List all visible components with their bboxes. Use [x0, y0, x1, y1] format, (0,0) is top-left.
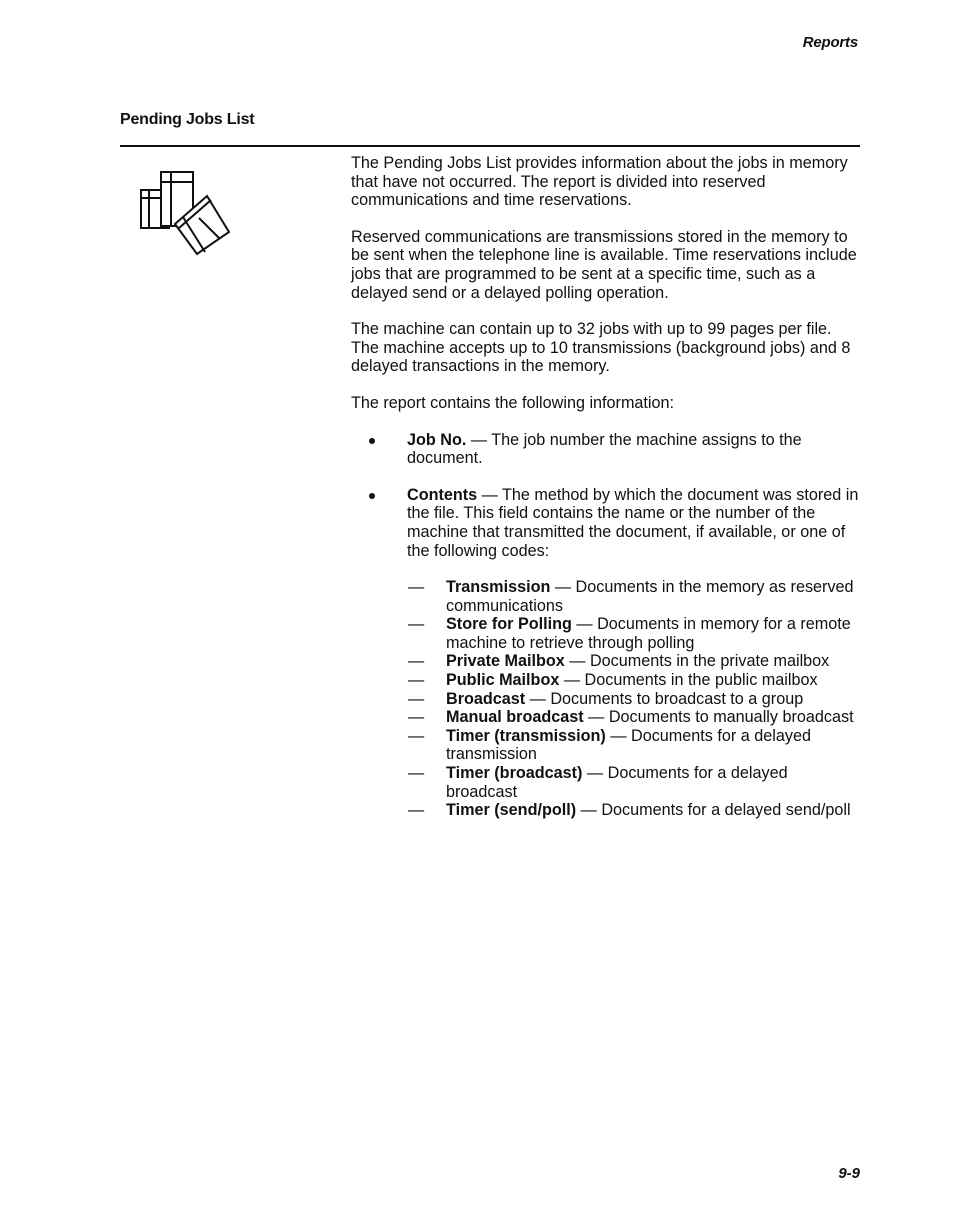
list-item-text: The job number the machine assigns to the document. [407, 430, 802, 468]
code-text: Documents for a delayed broadcast [446, 764, 788, 801]
code-separator: — [582, 764, 608, 783]
code-text: Documents in the memory as reserved communications [446, 578, 854, 615]
code-item [407, 727, 861, 764]
list-item-separator: — [477, 485, 503, 504]
body-text [351, 154, 861, 838]
dash-icon: — [408, 615, 425, 634]
code-text: Documents in the public mailbox [584, 671, 818, 690]
code-term: Store for Polling [446, 615, 572, 634]
dash-icon: — [408, 708, 425, 727]
page-number: 9-9 [838, 1165, 860, 1182]
running-head: Reports [802, 34, 858, 51]
code-item [407, 690, 861, 709]
dash-icon: — [408, 671, 425, 690]
bullet-icon [369, 438, 375, 444]
code-item [407, 708, 861, 727]
code-item [407, 671, 861, 690]
code-item [407, 615, 861, 652]
code-term: Manual broadcast [446, 708, 584, 727]
code-term: Timer (send/poll) [446, 801, 577, 820]
code-text: Documents in memory for a remote machine to retrieve through polling [446, 615, 851, 652]
code-item [407, 764, 861, 801]
dash-icon: — [408, 578, 425, 597]
dash-icon: — [408, 726, 425, 745]
code-text: Documents for a delayed send/poll [601, 801, 851, 820]
code-separator: — [559, 671, 585, 690]
documents-icon [135, 166, 233, 256]
list-item-separator: — [466, 430, 492, 449]
code-term: Transmission [446, 578, 551, 597]
intro-paragraph: The Pending Jobs List provides information about the jobs in memory that have not occurred. The report is divided into reserved communications and time reservations. [351, 154, 848, 210]
section-rule [120, 145, 860, 147]
capacity-paragraph: The machine can contain up to 32 jobs with up to 99 pages per file. The machine accepts up to 10 transmissions (background jobs) and 8 delayed transactions in the memory. [351, 320, 851, 376]
list-item-job-no [351, 431, 861, 468]
code-text: Documents for a delayed transmission [446, 726, 811, 764]
dash-icon: — [408, 689, 425, 708]
code-text: Documents to manually broadcast [608, 708, 854, 727]
code-item [407, 801, 861, 820]
code-list [407, 578, 861, 820]
code-term: Broadcast [446, 689, 526, 708]
list-item-term: Contents [407, 485, 478, 504]
code-separator: — [550, 578, 576, 597]
dash-icon: — [408, 652, 425, 671]
bullet-icon [369, 493, 375, 499]
code-item [407, 652, 861, 671]
code-term: Public Mailbox [446, 671, 560, 690]
dash-icon: — [408, 764, 425, 783]
code-term: Timer (transmission) [446, 726, 606, 745]
code-separator: — [605, 726, 632, 745]
code-separator: — [564, 652, 590, 671]
list-item-text: The method by which the document was stored in the file. This field contains the name or the number of the machine that transmitted the document, if available, or one of the following codes: [407, 485, 859, 560]
code-text: Documents in the private mailbox [589, 652, 830, 671]
reserved-communications-paragraph: Reserved communications are transmissions stored in the memory to be sent when the telephone line is available. Time reservations include jobs that are programmed to be sent at a specific time, such as a delayed send or a delayed polling operation. [351, 227, 857, 302]
dash-icon: — [408, 801, 425, 820]
section-title: Pending Jobs List [120, 111, 255, 128]
report-contents-paragraph: The report contains the following information: [351, 393, 675, 412]
code-term: Private Mailbox [446, 652, 565, 671]
code-separator: — [571, 615, 598, 634]
info-list [351, 431, 861, 820]
code-text: Documents to broadcast to a group [550, 689, 804, 708]
code-item [407, 578, 861, 615]
code-term: Timer (broadcast) [446, 764, 583, 783]
list-item-term: Job No. [407, 430, 467, 449]
code-separator: — [583, 708, 609, 727]
code-separator: — [525, 689, 551, 708]
list-item-contents [351, 486, 861, 820]
code-separator: — [576, 801, 602, 820]
